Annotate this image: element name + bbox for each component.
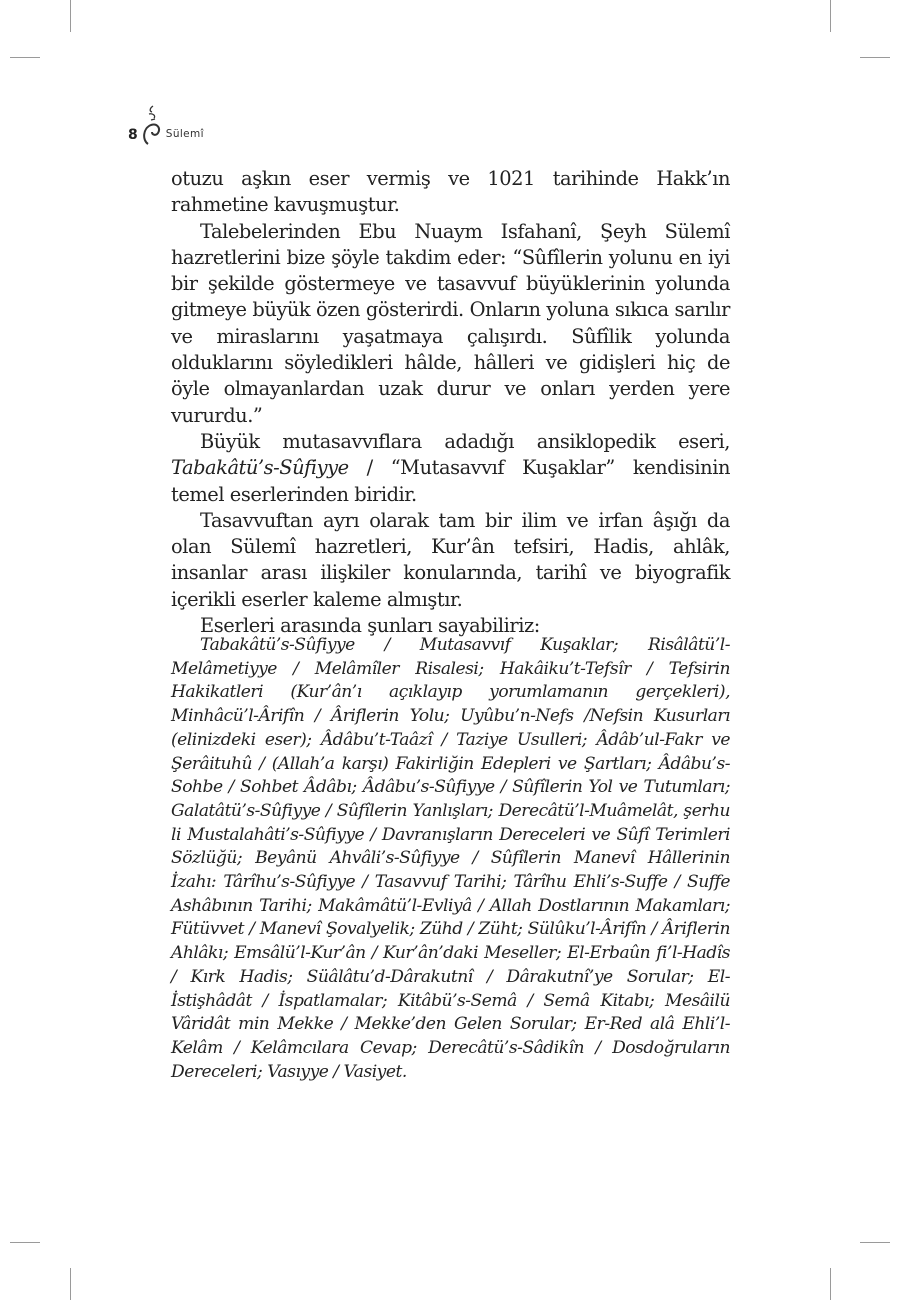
crop-mark-left-top xyxy=(10,57,40,58)
crop-mark-top-left xyxy=(70,0,71,32)
paragraph-continuation: otuzu aşkın eser vermiş ve 1021 tarihinde Hakk’ın rahmetine kavuşmuştur. xyxy=(171,167,730,217)
paragraph-tabakat xyxy=(171,429,730,508)
paragraph-works-intro: Eserleri arasında şunları sayabiliriz: xyxy=(200,614,540,638)
running-header xyxy=(128,104,204,146)
calligraphy-ornament-icon xyxy=(140,104,162,146)
body-text xyxy=(171,166,730,639)
crop-mark-bottom-left xyxy=(70,1268,71,1300)
paragraph-tabakat-after: / “Mutasavvıf Kuşaklar” kendisinin temel eserlerinden biridir. xyxy=(171,456,730,506)
page-number: 8 xyxy=(128,127,138,143)
crop-mark-bottom-right xyxy=(830,1268,831,1300)
crop-mark-top-right xyxy=(830,0,831,32)
paragraph-isfahani-quote: Talebelerinden Ebu Nuaym Isfahanî, Şeyh Sülemî hazretlerini bize şöyle takdim eder: “Sûfîlerin yolunu en iyi bir şekilde göstermeye ve tasavvuf büyüklerinin yolunda gitmeye büyük özen gösterirdi. Onların yoluna sıkıca sarılır ve miraslarını yaşatmaya çalışırdı. Sûfîlik yolunda olduklarını söyledikleri hâlde, hâlleri ve gidişleri hiç de öyle olmayanlardan uzak durur ve onları yerden yere vururdu.” xyxy=(171,219,730,427)
paragraph-tabakat-before: Büyük mutasavvıflara adadığı ansiklopedik eseri, xyxy=(200,429,730,453)
works-list: Tabakâtü’s-Sûfiyye / Mutasavvıf Kuşaklar; Risâlâtü’l-Melâmetiyye / Melâmîler Risalesi; Hakâiku’t-Tefsîr / Tefsirin Hakikatleri (Kur’ân’ı açıklayıp yorumlamanın gerçekleri), Minhâcü’l-Ârifîn / Âriflerin Yolu; Uyûbu’n-Nefs /Nefsin Kusurları (elinizdeki eser); Âdâbu’t-Taâzî / Taziye Usulleri; Âdâb’ul-Fakr ve Şerâituhû / (Allah’a karşı) Fakirliğin Edepleri ve Şartları; Âdâbu’s-Sohbe / Sohbet Âdâbı; Âdâbu’s-Sûfiyye / Sûfîlerin Yol ve Tutumları; Galatâtü’s-Sûfiyye / Sûfîlerin Yanlışları; Derecâtü’l-Muâmelât, şerhu li Mustalahâti’s-Sûfiyye / Davranışların Dereceleri ve Sûfî Terimleri Sözlüğü; Beyânü Ahvâli’s-Sûfiyye / Sûfîlerin Manevî Hâllerinin İzahı: Târîhu’s-Sûfiyye / Tasavvuf Tarihi; Târîhu Ehli’s-Suffe / Suffe Ashâbının Tarihi; Makâmâtü’l-Evliyâ / Allah Dostlarının Makamları; Fütüvvet / Manevî Şovalyelik; Zühd / Züht; Sülûku’l-Ârifîn / Âriflerin Ahlâkı; Emsâlü’l-Kur’ân / Kur’ân’daki Meseller; El-Erbaûn fi’l-Hadîs / Kırk Hadis; Süâlâtu’d-Dârakutnî / Dârakutnî’ye Sorular; El-İstişhâdât / İspatlamalar; Kitâbü’s-Semâ / Semâ Kitabı; Mesâilü Vâridât min Mekke / Mekke’den Gelen Sorular; Er-Red alâ Ehli’l-Kelâm / Kelâmcılara Cevap; Derecâtü’s-Sâdikîn / Dosdoğruların Dereceleri; Vasıyye / Vasiyet. xyxy=(171,635,730,1082)
book-title-tabakat: Tabakâtü’s-Sûfiyye xyxy=(171,456,349,480)
paragraph-scholarship: Tasavvuftan ayrı olarak tam bir ilim ve irfan âşığı da olan Sülemî hazretleri, Kur’ân tefsiri, Hadis, ahlâk, insanlar arası ilişkiler konularında, tarihî ve biyografik içerikli eserler kaleme almıştır. xyxy=(171,508,730,611)
crop-mark-right-top xyxy=(860,57,890,58)
crop-mark-right-bottom xyxy=(860,1242,890,1243)
running-header-author: Sülemî xyxy=(165,128,204,140)
crop-mark-left-bottom xyxy=(10,1242,40,1243)
